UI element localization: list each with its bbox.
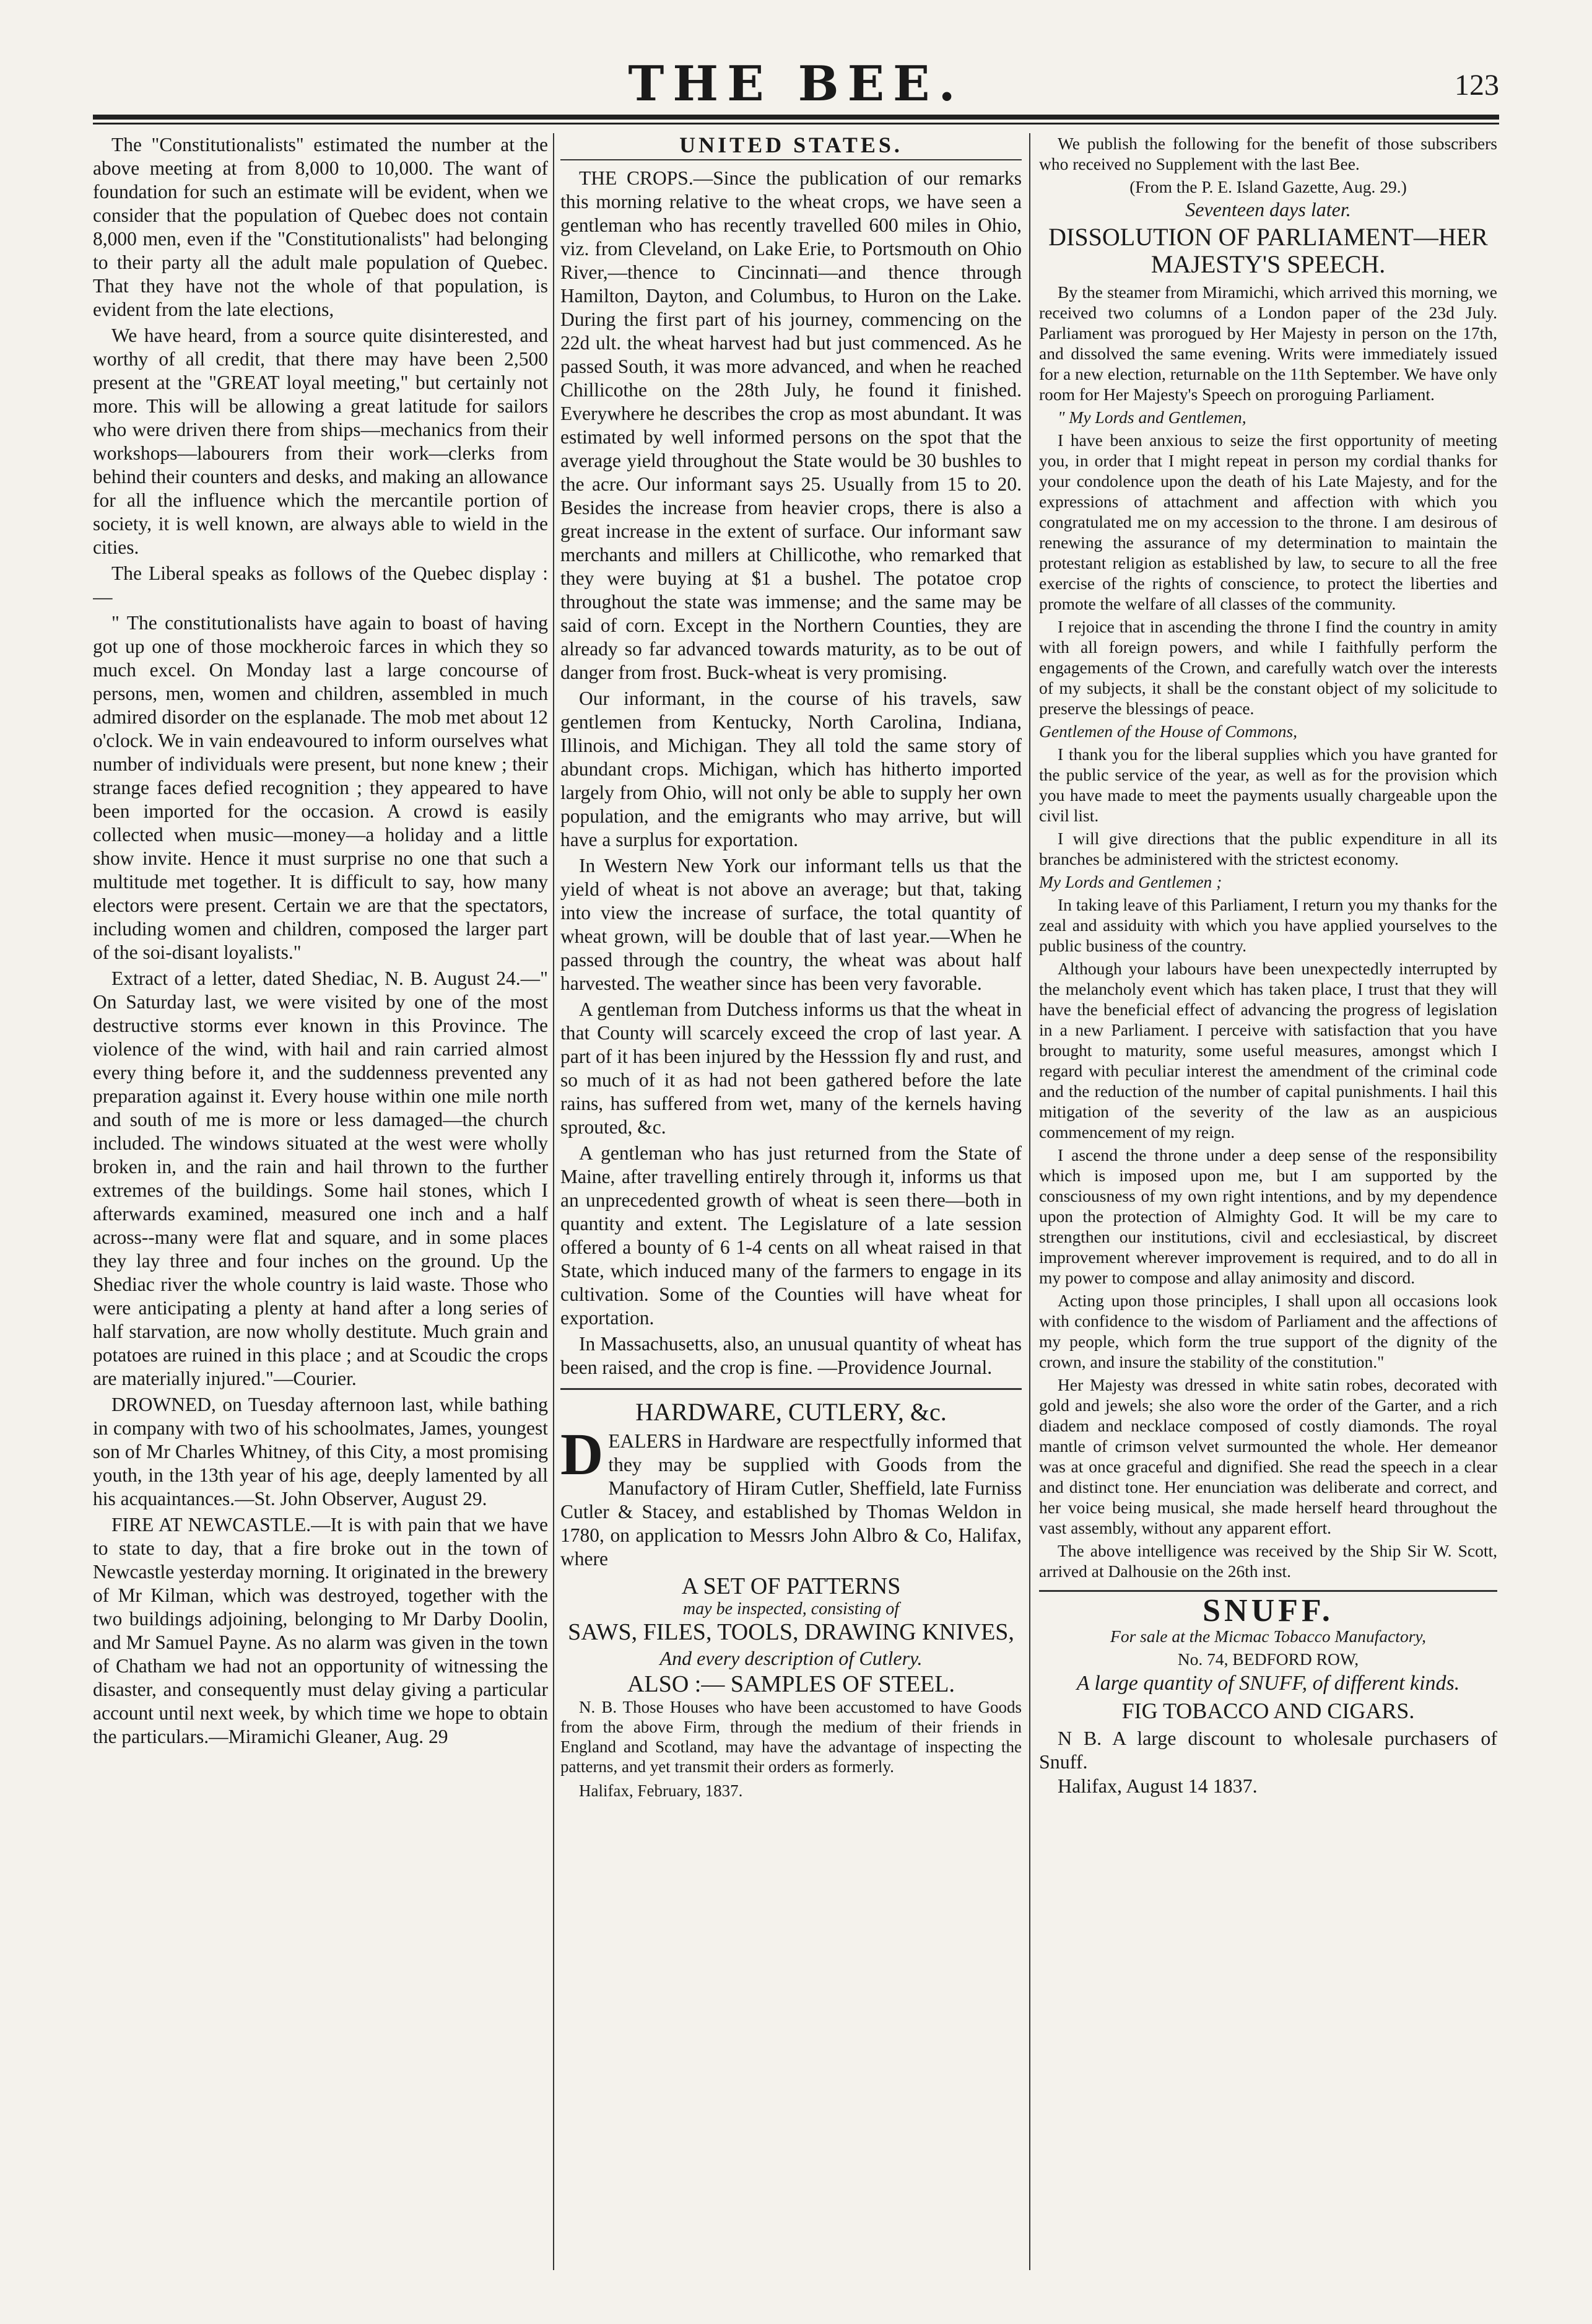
ad-line: ALSO :— SAMPLES OF STEEL. — [627, 1671, 955, 1697]
article-paragraph: In taking leave of this Parliament, I return you my thanks for the zeal and assiduity with which you have applied yourselves to the public business of the country. — [1039, 895, 1497, 955]
ad-note: N B. A large discount to wholesale purchasers of Snuff. — [1039, 1727, 1497, 1773]
ad-title: HARDWARE, CUTLERY, &c. — [635, 1398, 947, 1426]
article-paragraph: I thank you for the liberal supplies which you have granted for the public service of the year, as well as for the provision which you have made to meet the payments usually chargeable upon the civil list. — [1039, 745, 1497, 825]
intro-note: We publish the following for the benefit of those subscribers who received no Supplement with the last Bee. — [1039, 134, 1497, 173]
article-paragraph: Acting upon those principles, I shall upon all occasions look with confidence to the wisdom of Parliament and the affections of my people, which form the true support of the dignity of the crown, and insure the stability of the constitution." — [1039, 1291, 1497, 1371]
article-paragraph: We have heard, from a source quite disinterested, and worthy of all credit, that there may have been 2,500 present at the "GREAT loyal meeting," but certainly not more. This will be allowing a great latitude for sailors who were driven there from ships—mechanics from their workshops—labourers from their work—clerks from behind their counters and desks, and making an allowance for all the influence which the mercantile portion of society, it is well known, are always able to wield in the cities. — [93, 325, 548, 558]
article-paragraph: FIRE AT NEWCASTLE.—It is with pain that we have to state to day, that a fire broke out in the town of Newcastle yesterday morning. It originated in the brewery of Mr Kilman, which was destroyed, together with the two buildings adjoining, belonging to Mr Darby Doolin, and Mr Samuel Payne. As no alarm was given in the town of Chatham we had not an opportunity of witnessing the disaster, and consequently must delay giving a particular account until next week, by which time we hope to obtain the particulars.—Miramichi Gleaner, Aug. 29 — [93, 1514, 548, 1747]
page-number: 123 — [1455, 69, 1499, 102]
ad-line: And every description of Cutlery. — [659, 1647, 923, 1669]
ad-title: SNUFF. — [1203, 1593, 1334, 1628]
source-line: (From the P. E. Island Gazette, Aug. 29.) — [1129, 177, 1407, 196]
section-divider — [560, 1388, 1022, 1390]
article-paragraph: My Lords and Gentlemen ; — [1039, 872, 1222, 891]
article-paragraph: A gentleman from Dutchess informs us that the wheat in that County will scarcely exceed the crop of last year. A part of it has been injured by the Hesssion fly and rust, and so much of it as had not been gathered before the late rains, has suffered from wet, many of the kernels having sprouted, &c. — [560, 998, 1022, 1138]
article-paragraph: The above intelligence was received by the Ship Sir W. Scott, arrived at Dalhousie on the 26th inst. — [1039, 1541, 1497, 1581]
article-paragraph: The "Constitutionalists" estimated the number at the above meeting at from 8,000 to 10,000. The want of foundation for such an estimate will be evident, when we consider that the population of Quebec does not contain 8,000 men, even if the "Constitutionalists" had belonging to their party all the adult male population of Quebec. That they have not the whole of that population, is evident from the late elections, — [93, 134, 548, 320]
masthead-rule — [93, 115, 1499, 120]
article-paragraph: Although your labours have been unexpectedly interrupted by the melancholy event which has taken place, I trust that they will have the beneficial effect of advancing the progress of legislation in a new Parliament. I perceive with satisfaction that you have brought to maturity, some useful measures, amongst which I regard with peculiar interest the amendment of the criminal code and the reduction of the number of capital punishments. I hail this mitigation of the severity of the law as an auspicious commencement of my reign. — [1039, 959, 1497, 1142]
article-paragraph: " The constitutionalists have again to boast of having got up one of those mockheroic farces in which they so much excel. On Monday last a large concourse of persons, men, women and children, assembled in much admired disorder on the esplanade. The mob met about 12 o'clock. We in vain endeavoured to inform ourselves what number of individuals were present, but none knew ; their strange faces defied recognition ; they appeared to have been imported for the occasion. A crowd is easily collected when music—money—a holiday and a little show invite. Hence it must surprise no one that such a multitude met together. It is difficult to say, how many electors were present. Certain we are that the spectators, including women and children, composed the larger part of the soi-disant loyalists." — [93, 612, 548, 963]
article-paragraph: Gentlemen of the House of Commons, — [1039, 722, 1298, 741]
drop-cap: D — [560, 1421, 604, 1487]
article-paragraph: Our informant, in the course of his travels, saw gentlemen from Kentucky, North Carolina, Indiana, Illinois, and Michigan. They all told the same story of abundant crops. Michigan, which has hitherto imported largely from Ohio, will not only be able to supply her own population, and the emigrants who may arrive, but will have a surplus for exportation. — [560, 688, 1022, 850]
article-paragraph: I have been anxious to seize the first opportunity of meeting you, in order that I might repeat in person my cordial thanks for your condolence upon the death of his Late Majesty, and for the expressions of attachment and affection with which you congratulated me on my accession to the throne. I am desirous of renewing the assurance of my determination to maintain the protestant religion as established by law, to secure to all the free exercise of the rights of conscience, to protect the liberties and promote the welfare of all classes of the community. — [1039, 430, 1497, 613]
article-paragraph: Extract of a letter, dated Shediac, N. B. August 24.—" On Saturday last, we were visited by one of the most destructive storms ever known in this Province. The violence of the wind, with hail and rain carried almost every thing before it, and the suddenness prevented any preparation against it. Every house within one mile north and south of me is more or less damaged—the church included. The windows situated at the west were wholly broken in, and the rain and hail thrown to the further extremes of the buildings. Some hail stones, which I afterwards examined, measured one inch and a half across--many were flat and square, and in some places they lay three and four inches on the ground. Up the Shediac river the whole country is laid waste. Those who were anticipating a plenty at hand after a long series of half starvation, are now wholly destitute. Much grain and potatoes are ruined in this place ; and at Scoudic the crops are materially injured."—Courier. — [93, 968, 548, 1389]
article-paragraph: I ascend the throne under a deep sense of the responsibility which is imposed upon me, but I am supported by the consciousness of my own right intentions, and by my dependence upon the protection of Almighty God. It will be my care to strengthen our institutions, civil and ecclesiastical, by discreet improvement wherever improvement is required, and to do all in my power to compose and allay animosity and discord. — [1039, 1145, 1497, 1287]
ad-line: FIG TOBACCO AND CIGARS. — [1121, 1698, 1415, 1723]
article-paragraph: By the steamer from Miramichi, which arrived this morning, we received two columns of a London paper of the 23d July. Parliament was prorogued by Her Majesty in person on the 17th, and dissolved the same evening. Writs were immediately issued for a new election, returnable on the 11th September. We have only room for Her Majesty's Speech on proroguing Parliament. — [1039, 282, 1497, 404]
subhead: Seventeen days later. — [1185, 198, 1351, 221]
article-paragraph: I will give directions that the public expenditure in all its branches be administered with the strictest economy. — [1039, 829, 1497, 868]
article-paragraph: DROWNED, on Tuesday afternoon last, while bathing in company with two of his schoolmates, James, youngest son of Mr Charles Whitney, of this City, a most promising youth, in the 13th year of his age, deeply lamented by all his acquaintances.—St. John Observer, August 29. — [93, 1394, 548, 1509]
column-right — [1039, 133, 1497, 2276]
column-divider — [553, 133, 554, 2270]
ad-line: A SET OF PATTERNS — [681, 1573, 901, 1599]
ad-line: A large quantity of SNUFF, of different kinds. — [1076, 1672, 1460, 1695]
ad-line: No. 74, BEDFORD ROW, — [1177, 1649, 1359, 1669]
section-heading: UNITED STATES. — [560, 133, 1022, 160]
article-paragraph: Her Majesty was dressed in white satin robes, decorated with gold and jewels; she also wore the order of the Garter, and a rich diadem and necklace composed of costly diamonds. The royal mantle of crimson velvet surmounted the whole. Her demeanor was at once graceful and dignified. She read the speech in a clear and distinct tone. Her enunciation was deliberate and correct, and her voice being musical, she made herself heard throughout the vast assembly, without any apparent effort. — [1039, 1375, 1497, 1537]
column-middle — [560, 133, 1022, 2276]
ad-line: SAWS, FILES, TOOLS, DRAWING KNIVES, — [568, 1619, 1014, 1645]
article-paragraph: A gentleman who has just returned from the State of Maine, after travelling entirely through it, informs us that an unprecedented growth of wheat is seen there—both in quantity and extent. The Legislature of a late session offered a bounty of 6 1-4 cents on all wheat raised in that State, which induced many of the farmers to engage in its cultivation. Some of the Counties will have wheat for exportation. — [560, 1142, 1022, 1329]
ad-line: may be inspected, consisting of — [682, 1599, 900, 1618]
article-paragraph: THE CROPS.—Since the publication of our remarks this morning relative to the wheat crops, we have seen a gentleman who has recently travelled 600 miles in Ohio, viz. from Cleveland, on Lake Erie, to Portsmouth on Ohio River,—thence to Cincinnati—and thence through Hamilton, Dayton, and Columbus, to Huron on the Lake. During the first part of his journey, commencing on the 22d ult. the wheat harvest had but just commenced. As he passed South, it was more advanced, and when he reached Chillicothe on the 28th July, he found it finished. Everywhere he describes the crop as most abundant. It was estimated by well informed persons on the spot that the average yield throughout the State would be 30 bushles to the acre. Our informant says 25. Usually from 15 to 20. Besides the increase from heavier crops, there is also a great increase in the extent of surface. Our informant saw merchants and millers at Chillicothe, who remarked that they were buying at $1 a bushel. The potatoe crop throughout the state was immense; and the same may be said of corn. Except in the Northern Counties, they are already so far advanced towards maturity, as to be out of danger from frost. Buck-wheat is very promising. — [560, 167, 1022, 683]
section-divider — [1039, 1590, 1497, 1592]
article-paragraph: I rejoice that in ascending the throne I find the country in amity with all foreign powers, and while I faithfully perform the engagements of the Crown, and carefully watch over the interests of my subjects, it shall be the constant object of my solicitude to preserve the blessings of peace. — [1039, 617, 1497, 718]
masthead-title: THE BEE. — [628, 56, 964, 112]
ad-dateline: Halifax, February, 1837. — [579, 1781, 743, 1800]
ad-dateline: Halifax, August 14 1837. — [1058, 1775, 1258, 1797]
ad-note: N. B. Those Houses who have been accustomed to have Goods from the above Firm, through the medium of their friends in England and Scotland, may have the advantage of inspecting the patterns, and yet transmit their orders as formerly. — [560, 1698, 1022, 1776]
article-paragraph: The Liberal speaks as follows of the Quebec display :— — [93, 562, 548, 608]
headline: DISSOLUTION OF PARLIAMENT—HER MAJESTY'S SPEECH. — [1048, 223, 1488, 278]
column-divider — [1029, 133, 1030, 2270]
article-paragraph: In Western New York our informant tells us that the yield of wheat is not above an average; but that, taking into view the increase of surface, the total quantity of wheat grown, will be double that of last year.—When he passed through the country, the wheat was about half harvested. The weather since has been very favorable. — [560, 855, 1022, 994]
masthead-rule-thin — [93, 123, 1499, 124]
column-left — [93, 133, 548, 2276]
ad-body — [560, 1421, 1022, 1571]
article-paragraph: " My Lords and Gentlemen, — [1058, 408, 1246, 427]
ad-line: For sale at the Micmac Tobacco Manufactory, — [1110, 1627, 1426, 1646]
article-paragraph: In Massachusetts, also, an unusual quantity of wheat has been raised, and the crop is fine. —Providence Journal. — [560, 1333, 1022, 1378]
ad-body-text: EALERS in Hardware are respectfully informed that they may be supplied with Goods from the Manufactory of Hiram Cutler, Sheffield, late Furniss Cutler & Stacey, and established by Thomas Weldon in 1780, on application to Messrs John Albro & Co, Halifax, where — [560, 1430, 1022, 1570]
